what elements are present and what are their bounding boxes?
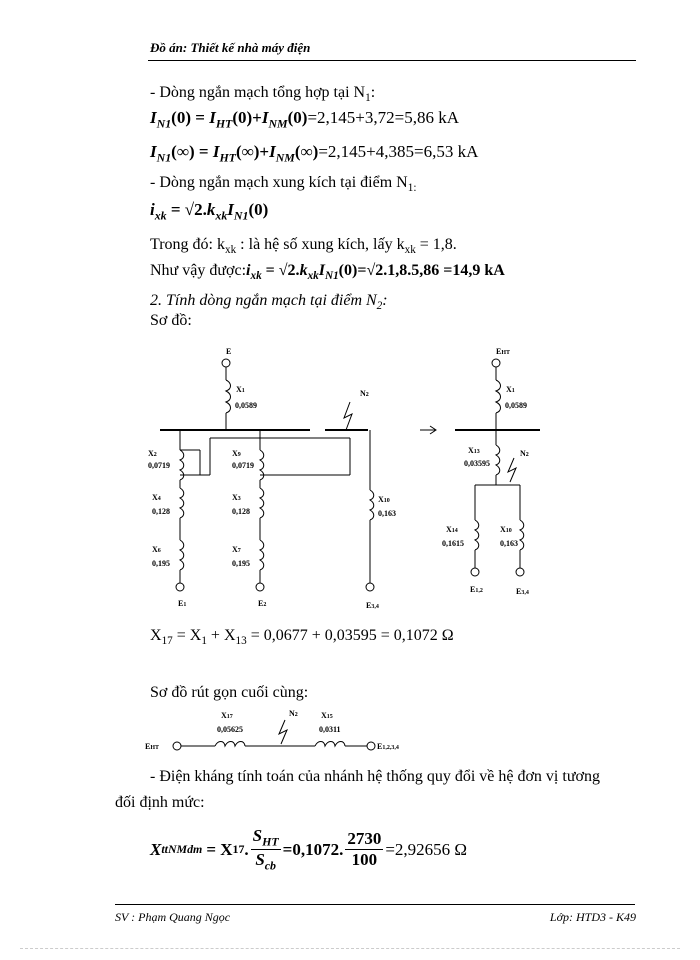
trong-do-2: : là hệ số xung kích, lấy k	[236, 236, 405, 253]
label-x14-val: 0,1615	[442, 539, 464, 548]
line1-sub: 1	[365, 92, 371, 105]
final-denominator: 100	[351, 850, 378, 870]
label-x10: X10	[378, 495, 390, 504]
label-e1234: E1,2,3,4	[377, 742, 399, 751]
text-trong-do: Trong đó: $k_{xk}$ : là hệ số xung kích, lấy $k_{xk} = 1,8$.	[150, 236, 457, 257]
label-x1-right-val: 0,0589	[505, 401, 527, 410]
label-e34-right: E3,4	[516, 587, 529, 596]
label-x4-val: 0,128	[152, 507, 170, 516]
label-e12: E1,2	[470, 585, 483, 594]
x17-equation: $X_{17} = X_1 + X_{13} = 0,0677 + 0,03595 = 0,1072$ Ω	[150, 627, 454, 648]
final-numerator: 2730	[347, 829, 382, 849]
label-x6: X6	[152, 545, 161, 554]
eq1-result: =2,145+3,72=5,86 kA	[307, 108, 460, 127]
label-x1: X1	[236, 385, 245, 394]
label-x10-right: X10	[500, 525, 512, 534]
label-x3: X3	[232, 493, 241, 502]
x17-eq-2: = X	[172, 627, 202, 644]
label-x15: X15	[321, 711, 333, 720]
header-rule	[148, 60, 636, 61]
label-x14: X14	[446, 525, 458, 534]
section2-sub: 2	[376, 300, 383, 313]
label-x17-val: 0,05625	[217, 725, 243, 734]
label-x7: X7	[232, 545, 241, 554]
trong-do-3: = 1,8.	[415, 236, 457, 253]
footer-student: SV : Phạm Quang Ngọc	[115, 910, 231, 924]
text-nhu-vay: Như vậy $được:i_{xk} = √2.k_{xk}I_{N1}(0)=√2.1,8.5,86 =14,9$ kA	[150, 262, 505, 283]
x17-eq-1: X	[150, 627, 162, 644]
line2-sub: 1:	[407, 182, 417, 195]
paragraph-1: - Điện kháng tính toán của nhánh hệ thống quy đổi về hệ đơn vị tương	[150, 768, 600, 785]
equation-3: $i_{xk} = √2.k_{xk}I_{N1}(0)$	[150, 200, 269, 223]
page-header: Đồ án: Thiết kế nhà máy điện	[150, 40, 311, 55]
circuit-diagram-reduced	[145, 706, 445, 756]
label-x7-val: 0,195	[232, 559, 250, 568]
label-x9: X9	[232, 449, 241, 458]
label-x9-val: 0,0719	[232, 461, 254, 470]
so-do-rut-gon-label: Sơ đồ rút gọn cuối cùng:	[150, 684, 309, 701]
trong-do-1: Trong đó: k	[150, 236, 225, 253]
label-x6-val: 0,195	[152, 559, 170, 568]
label-n2-right: N2	[520, 449, 529, 458]
so-do-label: Sơ đồ:	[150, 312, 192, 329]
x17-eq-3: = 0,0677 + 0,03595 = 0,1072 Ω	[246, 627, 454, 644]
label-x4: X4	[152, 493, 161, 502]
equation-2: $I_{N1}(\infty) = I_{HT}(\infty)+I_{NM}(\infty)=2,145+4,385=6,53$ kA	[150, 142, 479, 165]
section2-text: 2. Tính dòng ngắn mạch tại điểm N	[150, 292, 377, 309]
label-x1-right: X1	[506, 385, 515, 394]
footer-rule	[115, 904, 635, 905]
line1-text: - Dòng ngắn mạch tổng hợp tại N	[150, 84, 366, 101]
label-n2: N2	[360, 389, 369, 398]
label-x2: X2	[148, 449, 157, 458]
text-line-2	[150, 174, 416, 194]
eq2-result: =2,145+4,385=6,53 kA	[318, 142, 479, 161]
label-x10-val: 0,163	[378, 509, 396, 518]
final-rhs: =0,1072.	[282, 839, 344, 859]
label-x13: X13	[468, 446, 480, 455]
label-eht-reduced: EHT	[145, 742, 160, 751]
line2-text: - Dòng ngắn mạch xung kích tại điểm N	[150, 174, 408, 191]
nhu-vay-result: =√2.1,8.5,86 =14,9 kA	[357, 262, 505, 279]
circuit-diagram-main	[140, 340, 560, 625]
page-bottom-border	[20, 948, 680, 949]
label-n2-reduced: N2	[289, 709, 298, 718]
final-equation: X ttNMdm = X 17 . $S_{HT}$ $S_{cb}$ =0,1072. $\frac{2730}{100}$ =2,92656 Ω	[150, 826, 468, 873]
text-line-1: - Dòng ngắn mạch tổng hợp tại $N_1$:	[150, 84, 376, 105]
label-x3-val: 0,128	[232, 507, 250, 516]
trong-do-sub: xk	[224, 244, 237, 257]
nhu-vay-label: Như vậy được:	[150, 262, 247, 279]
label-x2-val: 0,0719	[148, 461, 170, 470]
label-x15-val: 0,0311	[319, 725, 341, 734]
label-e2: E2	[258, 599, 267, 608]
label-eht: E	[226, 347, 232, 356]
label-x13-val: 0,03595	[464, 459, 490, 468]
label-e34: E3,4	[366, 601, 379, 610]
label-x10-right-val: 0,163	[500, 539, 518, 548]
label-eht-right: EHT	[496, 347, 511, 356]
final-result: =2,92656 Ω	[385, 839, 468, 859]
label-x17: X17	[221, 711, 233, 720]
footer-class: Lớp: HTD3 - K49	[549, 910, 636, 924]
equation-1: $I_{N1}(0) = I_{HT}(0)+I_{NM}(0)=2,145+3,72=5,86$ kA	[150, 108, 460, 131]
label-e1: E1	[178, 599, 187, 608]
paragraph-2: đối định mức:	[115, 794, 205, 811]
section-2-heading: 2. Tính dòng ngắn mạch tại điểm $N_2$:	[150, 292, 388, 313]
label-x1-val: 0,0589	[235, 401, 257, 410]
